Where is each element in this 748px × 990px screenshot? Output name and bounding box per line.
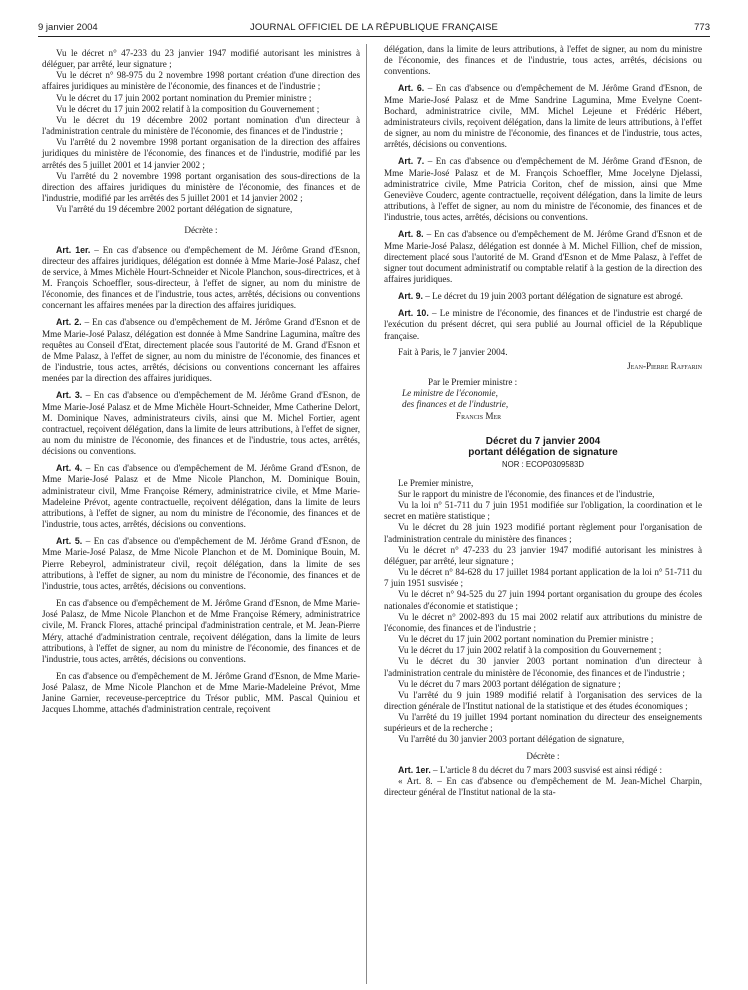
minister-name: Francis Mer [456, 410, 502, 421]
paragraph: En cas d'absence ou d'empêchement de M. Jérôme Grand d'Esnon, de Mme Marie-José Palasz, de Mme Nicole Planchon et de Mme Françoise Rémery, administratrice civile, M. Franck Flores, attaché principal d'administration centrale, et M. Jean-Pierre Méry, attaché d'administration centrale, reçoivent délégation, dans la limite de leurs attributions, à l'effet de signer, au nom du ministre de l'économie, des finances et de l'industrie, tous actes, arrêtés, décisions ou conventions. [42, 598, 360, 664]
visa: Vu le décret n° 98-975 du 2 novembre 1998 portant création d'une direction des affaires juridiques au ministère de l'économie, des finances et de l'industrie ; [42, 70, 360, 92]
article-text: – Le décret du 19 juin 2003 portant délégation de signature est abrogé. [425, 291, 683, 302]
continuation-text: délégation, dans la limite de leurs attributions, à l'effet de signer, au nom du ministre de l'économie, des finances et de l'industrie, tous actes, arrêtés, décisions ou conventions. [384, 44, 702, 77]
header-date: 9 janvier 2004 [38, 22, 98, 33]
article-label: Art. 4. [56, 463, 83, 474]
article-text: – En cas d'absence ou d'empêchement de M. Jérôme Grand d'Esnon, de Mme Marie-José Palasz et de Mme Sandrine Lagumina, Mme Evelyne Coent-Bochard, administratrice civile, MM. Michel Lejeune et Frédéric Hébert, administrateurs civils, reçoivent délégation, dans la limite de leurs attributions, à l'effet de signer, au nom du ministre de l'économie, des finances et de l'industrie, tous actes, arrêtés, décisions ou conventions. [384, 83, 703, 150]
article [384, 229, 702, 285]
page-header [38, 22, 710, 37]
article-text: – En cas d'absence ou d'empêchement de M. Jérôme Grand d'Esnon, de Mme Marie-José Palasz et de M. François Schoeffler, Mme Jocelyne Djelassi, administratrice civile, Mme Patricia Coriton, chef de mission, ainsi que Mme Geneviève Couderc, agente contractuelle, reçoivent délégation, dans la limite de leurs attributions, à l'effet de signer, au nom du ministre de l'économie, des finances et de l'industrie, tous actes, arrêtés, décisions ou conventions. [384, 156, 703, 223]
visa: Vu le décret du 19 décembre 2002 portant nomination d'un directeur à l'administration centrale du ministère de l'économie, des finances et de l'industrie ; [42, 114, 360, 137]
article [384, 765, 702, 776]
article-text: – En cas d'absence ou d'empêchement de M. Jérôme Grand d'Esnon et de Mme Marie-José Palasz, délégation est donnée à M. Michel Fillion, chef de mission, directement placé sous l'autorité de M. Grand d'Esnon et de Mme Palasz, à l'effet de signer tout document administratif ou comptable relatif à la gestion de la direction des affaires juridiques. [384, 229, 703, 284]
article [384, 308, 702, 341]
visa: Vu le décret n° 2002-893 du 15 mai 2002 relatif aux attributions du ministre de l'économie, des finances et de l'industrie ; [384, 611, 702, 633]
visa: Vu le décret du 17 juin 2002 portant nomination du Premier ministre ; [56, 92, 312, 103]
visa: Vu le décret du 7 mars 2003 portant délégation de signature ; [398, 678, 621, 689]
paragraph: En cas d'absence ou d'empêchement de M. Jérôme Grand d'Esnon, de Mme Marie-José Palasz, de Mme Nicole Planchon et de Mme Marie-Madeleine Prévot, Mme Janine Garnier, receveuse-perceptrice du Trésor public, MM. Pascal Quiniou et Jacques Lhomme, attachés d'administration centrale, reçoivent [42, 670, 360, 715]
article [42, 390, 360, 457]
decree-title [384, 436, 702, 459]
left-column [42, 48, 360, 716]
visa: Vu l'arrêté du 2 novembre 1998 portant organisation de la direction des affaires juridiques du ministère de l'économie, des finances et de l'industrie, modifié par les arrêtés des 5 juillet 2001 et 14 janvier 2002 ; [42, 137, 360, 170]
visa: Vu l'arrêté du 19 décembre 2002 portant délégation de signature, [56, 204, 293, 215]
article-label: Art. 3. [56, 390, 83, 401]
visa: Vu le décret n° 47-233 du 23 janvier 1947 modifié autorisant les ministres à déléguer, par arrêté, leur signature ; [42, 48, 360, 70]
right-column [384, 44, 702, 798]
article-text: – En cas d'absence ou d'empêchement de M. Jérôme Grand d'Esnon, de Mme Marie-José Palasz et de Mme Nicole Planchon, M. Dominique Bouin, administrateur civil, Mme Françoise Rémery, administratrice civile, et Mme Marie-Madeleine Prévot, agente contractuelle, reçoivent délégation, dans la limite de leurs attributions, à l'effet de signer, au nom du ministre de l'économie, des finances et de l'industrie, tous actes, arrêtés, décisions ou conventions. [42, 463, 361, 530]
header-page-number: 773 [694, 22, 710, 33]
done-at: Fait à Paris, le 7 janvier 2004. [398, 346, 508, 357]
column-divider [366, 44, 367, 984]
decree-nor: NOR : ECOP0309583D [502, 459, 584, 469]
visa: Vu l'arrêté du 19 juillet 1994 portant nomination du directeur des enseignements supérieurs et de la recherche ; [384, 712, 702, 734]
visa: Vu le décret n° 84-628 du 17 juillet 1984 portant application de la loi n° 51-711 du 7 juin 1951 susvisée ; [384, 567, 702, 589]
visa: Vu l'arrêté du 30 janvier 2003 portant délégation de signature, [398, 734, 625, 745]
visa: Vu le décret n° 47-233 du 23 janvier 1947 modifié autorisant les ministres à déléguer, par arrêté, leur signature ; [384, 544, 702, 566]
article [384, 83, 702, 150]
quoted-article: « Art. 8. – En cas d'absence ou d'empêchement de M. Jean-Michel Charpin, directeur général de l'Institut national de la sta- [384, 775, 702, 798]
decree-title-line1: Décret du 7 janvier 2004 [485, 435, 601, 447]
decree-title-line2: portant délégation de signature [468, 447, 618, 459]
visa: Vu le décret du 17 juin 2002 relatif à la composition du Gouvernement ; [56, 103, 320, 114]
article-label: Art. 10. [398, 308, 429, 319]
article-label: Art. 7. [398, 156, 425, 167]
article-label: Art. 8. [398, 229, 424, 240]
intro-line: Sur le rapport du ministre de l'économie, des finances et de l'industrie, [398, 489, 655, 499]
article [42, 245, 360, 312]
article-label: Art. 2. [56, 317, 82, 328]
article-label: Art. 5. [56, 536, 83, 547]
decrete-heading: Décrète : [526, 750, 560, 761]
article-text: – Le ministre de l'économie, des finances et de l'industrie est chargé de l'exécution du présent décret, qui sera publié au Journal officiel de la République française. [384, 308, 702, 341]
article [42, 536, 360, 592]
header-journal-title: JOURNAL OFFICIEL DE LA RÉPUBLIQUE FRANÇAISE [249, 22, 499, 33]
article-label: Art. 9. [398, 291, 423, 302]
visa: Vu le décret du 17 juin 2002 relatif à la composition du Gouvernement ; [398, 645, 662, 656]
visa: Vu le décret du 28 juin 1923 modifié portant règlement pour l'organisation de l'administration centrale du ministère des finances ; [384, 522, 702, 544]
intro-line: Le Premier ministre, [398, 477, 474, 488]
article [384, 291, 702, 302]
minister-title-line1: Le ministre de l'économie, [402, 388, 498, 399]
article [384, 156, 702, 223]
visa: Vu l'arrêté du 2 novembre 1998 portant organisation des sous-directions de la direction des affaires juridiques du ministère de l'économie, des finances et de l'industrie, modifié par les arrêtés des 5 juillet 2001 et 14 janvier 2002 ; [42, 170, 360, 204]
decrete-heading: Décrète : [184, 225, 218, 236]
article-text: – En cas d'absence ou d'empêchement de M. Jérôme Grand d'Esnon et de Mme Marie-José Palasz, délégation est donnée à Mme Sandrine Lagumina, maître des requêtes au Conseil d'Etat, directement placée sous l'autorité de M. Grand d'Esnon et de Mme Palasz, à l'effet de signer, au nom du ministre de l'économie, des finances et de l'industrie, tous actes, arrêtés, décisions ou conventions concernant les affaires menées par la direction des affaires juridiques. [42, 317, 361, 384]
visa: Vu le décret n° 94-525 du 27 juin 1994 portant organisation du groupe des écoles nationales d'économie et statistique ; [384, 589, 702, 611]
visa: Vu la loi n° 51-711 du 7 juin 1951 modifiée sur l'obligation, la coordination et le secret en matière statistique ; [384, 500, 702, 522]
visa: Vu le décret du 17 juin 2002 portant nomination du Premier ministre ; [398, 634, 654, 645]
article-text: – En cas d'absence ou d'empêchement de M. Jérôme Grand d'Esnon, de Mme Marie-José Palasz, de Mme Nicole Planchon et de M. Dominique Bouin, M. Pierre Rebeyrol, administrateur civil, reçoit délégation, dans la limite de ses attributions, à l'effet de signer, au nom du ministre de l'économie, des finances et de l'industrie, tous actes, arrêtés, décisions ou conventions. [42, 536, 361, 591]
visa: Vu le décret du 30 janvier 2003 portant nomination d'un directeur à l'administration centrale du ministère de l'économie, des finances et de l'industrie ; [384, 656, 702, 678]
article [42, 317, 360, 384]
article-text: – En cas d'absence ou d'empêchement de M. Jérôme Grand d'Esnon, directeur des affaires juridiques, délégation est donnée à Mme Marie-José Palasz, chef de service, à Mmes Michèle Hourt-Schneider et Nicole Planchon, sous-directrices, et à M. François Schoeffler, sous-directeur, à l'effet de signer, au nom du ministre de l'économie, des finances et de l'industrie, tous actes, arrêtés, décisions ou conventions concernant les affaires menées par la direction des affaires juridiques. [42, 244, 361, 311]
article [42, 463, 360, 530]
article-label: Art. 1er. [56, 244, 91, 255]
article-label: Art. 1er. [398, 764, 431, 775]
article-label: Art. 6. [398, 83, 425, 94]
by-prime-minister: Par le Premier ministre : [428, 377, 518, 388]
article-text: – En cas d'absence ou d'empêchement de M. Jérôme Grand d'Esnon, de Mme Marie-José Palasz et de Mme Michèle Hourt-Schneider, Mme Catherine Delort, M. Dominique Naves, administrateurs civils, ainsi que M. Michel Fortier, agent contractuel, reçoivent délégation, dans la limite de leurs attributions, à l'effet de signer, au nom du ministre de l'économie, des finances et de l'industrie, tous actes, arrêtés, décisions ou conventions. [42, 390, 361, 457]
article-text: – L'article 8 du décret du 7 mars 2003 susvisé est ainsi rédigé : [433, 764, 662, 775]
minister-title-line2: des finances et de l'industrie, [402, 399, 509, 410]
visa: Vu l'arrêté du 9 juin 1989 modifié relatif à l'organisation des services de la direction générale de l'Institut national de la statistique et des études économiques ; [384, 689, 702, 711]
signatory: Jean-Pierre Raffarin [627, 360, 702, 371]
countersignature [402, 377, 702, 422]
